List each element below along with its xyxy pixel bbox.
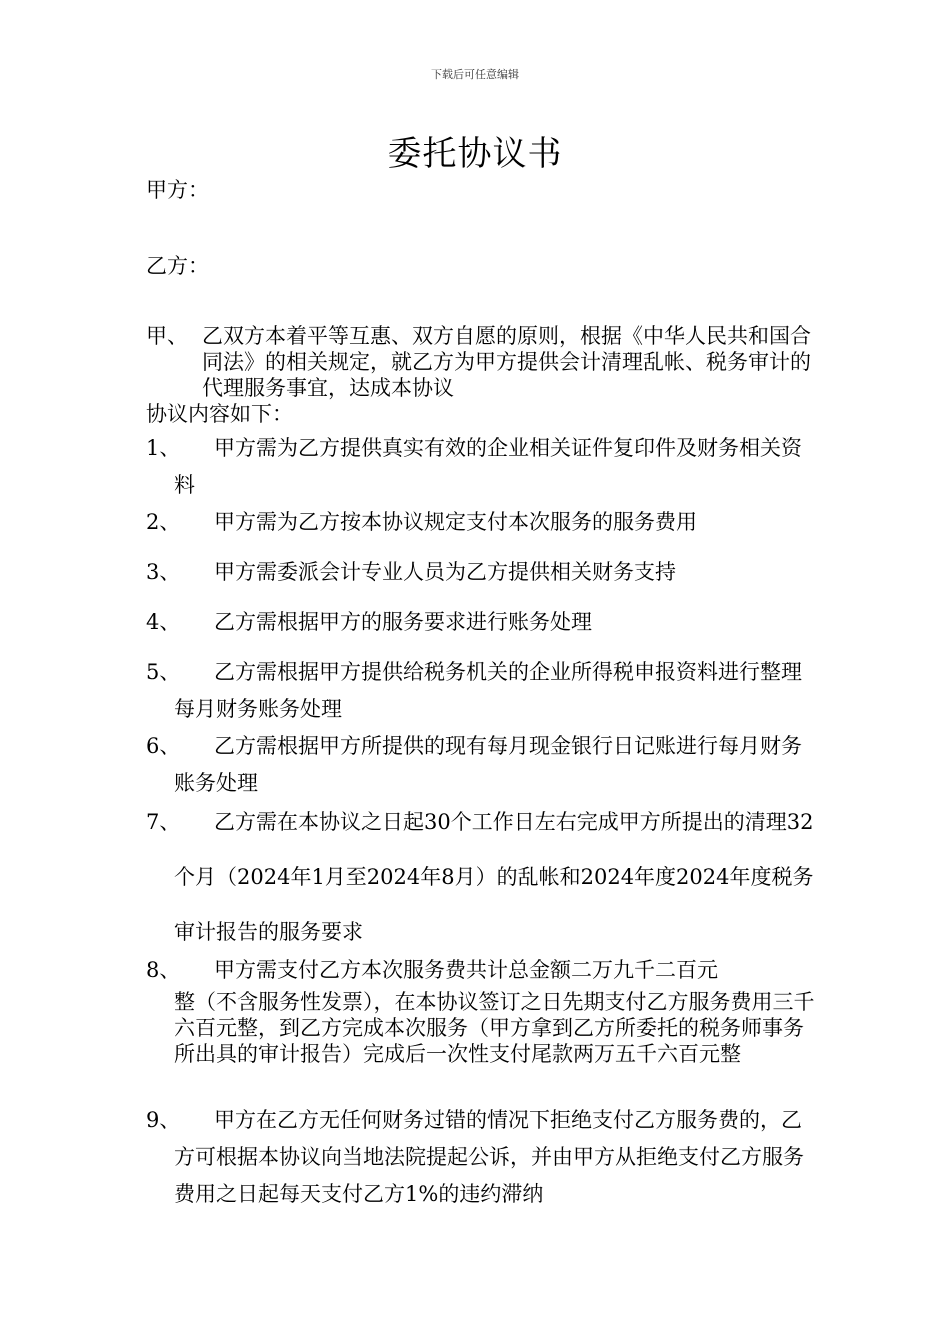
clause-text-rest: 整（不含服务性发票），在本协议签订之日先期支付乙方服务费用三千六百元整，到乙方完成本次服务（甲方拿到乙方所委托的税务师事务所出具的审计报告）完成后一次性支付尾款两万五千六百元整 xyxy=(174,990,815,1066)
party-b-label: 乙方： xyxy=(146,254,209,278)
content-heading: 协议内容如下： xyxy=(146,402,293,426)
clause-6 xyxy=(146,728,816,802)
clause-text: 甲方需委派会计专业人员为乙方提供相关财务支持 xyxy=(214,560,676,584)
clause-number: 1、 xyxy=(146,436,181,460)
page-header: 下载后可任意编辑 xyxy=(431,68,519,81)
clause-text: 乙方需根据甲方的服务要求进行账务处理 xyxy=(214,610,592,634)
clause-number: 4、 xyxy=(146,610,181,634)
party-a-label: 甲方： xyxy=(146,178,209,202)
clause-5 xyxy=(146,654,816,728)
clause-number: 7、 xyxy=(146,810,181,834)
intro-text: 乙双方本着平等互惠、双方自愿的原则，根据《中华人民共和国合同法》的相关规定，就乙方为甲方提供会计清理乱帐、税务审计的代理服务事宜，达成本协议 xyxy=(202,324,811,400)
clause-number: 2、 xyxy=(146,510,181,534)
clause-text-first: 甲方需支付乙方本次服务费共计总金额二万九千二百元 xyxy=(214,958,718,982)
clause-text: 甲方需为乙方按本协议规定支付本次服务的服务费用 xyxy=(214,510,697,534)
clause-text: 乙方需根据甲方所提供的现有每月现金银行日记账进行每月财务账务处理 xyxy=(174,734,802,795)
clause-number: 6、 xyxy=(146,734,181,758)
clause-number: 5、 xyxy=(146,660,181,684)
clause-7 xyxy=(146,795,816,960)
clause-number: 9、 xyxy=(146,1108,181,1132)
clause-8 xyxy=(146,952,816,1067)
clause-4 xyxy=(146,604,816,641)
clause-1 xyxy=(146,430,816,504)
clause-text: 乙方需根据甲方提供给税务机关的企业所得税申报资料进行整理每月财务账务处理 xyxy=(174,660,802,721)
clause-text: 乙方需在本协议之日起30个工作日左右完成甲方所提出的清理32个月（2024年1月至2024年8月）的乱帐和2024年度2024年度税务审计报告的服务要求 xyxy=(174,810,814,944)
intro-paragraph xyxy=(146,323,816,401)
document-title: 委托协议书 xyxy=(387,134,563,174)
clause-text: 甲方需为乙方提供真实有效的企业相关证件复印件及财务相关资料 xyxy=(174,436,802,497)
clause-number: 3、 xyxy=(146,560,181,584)
clause-number: 8、 xyxy=(146,958,181,982)
clause-3 xyxy=(146,554,816,591)
clause-9 xyxy=(146,1102,816,1213)
clause-2 xyxy=(146,504,816,541)
intro-number: 甲、 xyxy=(146,324,188,348)
clause-text: 甲方在乙方无任何财务过错的情况下拒绝支付乙方服务费的，乙方可根据本协议向当地法院提起公诉，并由甲方从拒绝支付乙方服务费用之日起每天支付乙方1%的违约滞纳 xyxy=(174,1108,804,1206)
